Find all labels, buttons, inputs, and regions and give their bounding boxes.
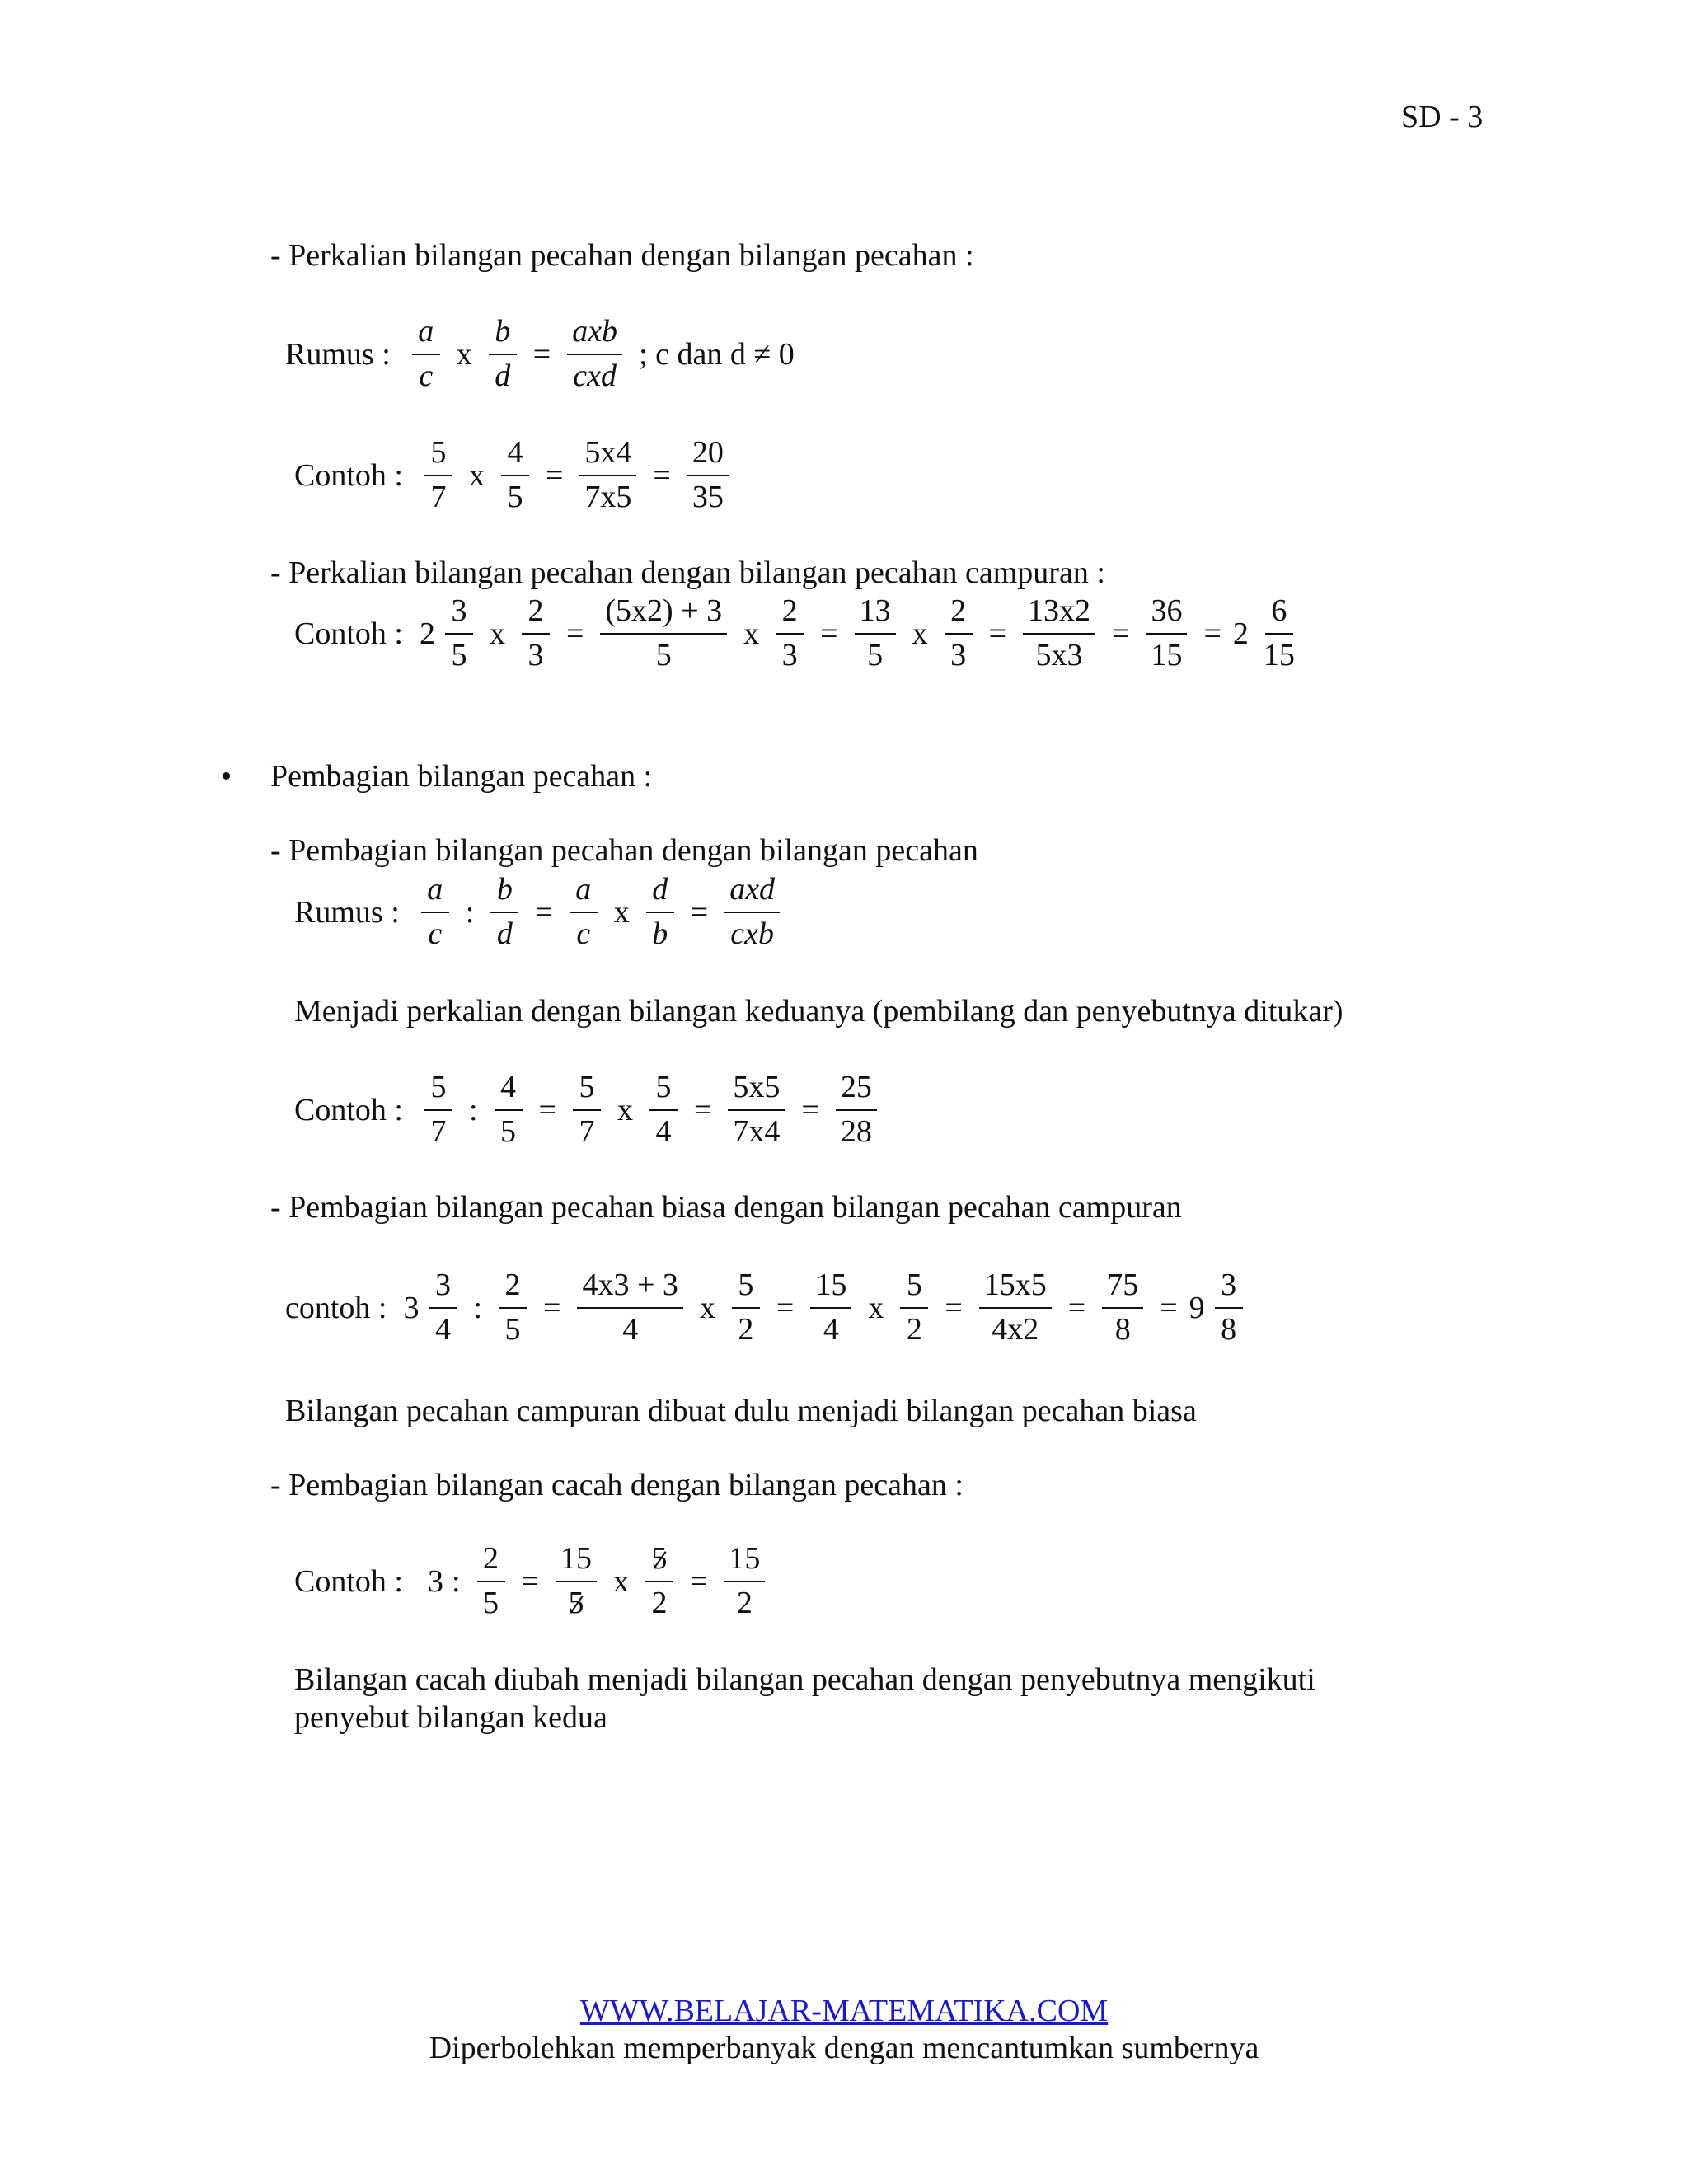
operator: : xyxy=(473,1290,483,1325)
contoh-label: Contoh : xyxy=(294,616,403,651)
fraction: $\frac{2}{5}$ xyxy=(477,1543,505,1620)
whole-number: 9 xyxy=(1189,1290,1205,1325)
fraction: $\frac{3}{4}$ xyxy=(429,1269,457,1347)
fraction: $\frac{5}{7}$ xyxy=(424,1071,452,1149)
equals: = xyxy=(1160,1290,1178,1325)
fraction: $\frac{\text{axb}}{\text{cxd}}$ xyxy=(567,316,622,393)
fraction: $\frac{b}{d}$ xyxy=(490,874,518,951)
footer-website-link[interactable]: WWW.BELAJAR-MATEMATIKA.COM xyxy=(579,1994,1109,2028)
fraction: $\frac{13}{5}$ xyxy=(855,595,896,673)
fraction: $\frac{15}{4}$ xyxy=(810,1269,851,1347)
condition: ; c dan d ≠ 0 xyxy=(639,336,795,372)
operator: : xyxy=(451,1563,461,1599)
footer xyxy=(0,1993,1688,2029)
whole-number: 2 xyxy=(1232,616,1249,651)
fraction: $\frac{6}{15}$ xyxy=(1263,593,1295,673)
cancelled-digit: 5 xyxy=(568,1585,584,1620)
whole-number: 3 xyxy=(427,1563,443,1599)
operator: x xyxy=(613,894,630,930)
equals: = xyxy=(565,616,584,651)
fraction: $\frac{4}{5}$ xyxy=(501,437,529,514)
fraction: $\frac{5}{7}$ xyxy=(573,1071,601,1149)
operator: x xyxy=(612,1563,629,1599)
fraction: $\frac{(5x2) + 3}{5}$ xyxy=(600,595,727,673)
fraction: $\frac{a}{c}$ xyxy=(412,316,440,393)
operator: : xyxy=(465,894,475,930)
fraction: $\frac{2}{3}$ xyxy=(776,595,804,673)
equals: = xyxy=(776,1290,795,1325)
operator: x xyxy=(912,616,928,651)
fraction: $\frac{5}{2}$ xyxy=(732,1269,760,1347)
equals: = xyxy=(532,336,551,372)
fraction: $\frac{3}{8}$ xyxy=(1215,1269,1243,1347)
fraction: $\frac{5}{7}$ xyxy=(424,437,452,514)
equals: = xyxy=(693,1092,712,1127)
rumus-label: Rumus : xyxy=(285,336,391,372)
heading-mult-mixed: - Perkalian bilangan pecahan dengan bilangan pecahan campuran : xyxy=(270,555,1105,590)
equals: = xyxy=(653,457,671,493)
formula-mult-fraction xyxy=(285,316,806,393)
example-div-whole xyxy=(294,1543,770,1620)
footer-note: Diperbolehkan memperbanyak dengan mencantumkan sumbernya xyxy=(429,2031,1259,2065)
equals: = xyxy=(543,1290,561,1325)
fraction: $\frac{25}{28}$ xyxy=(836,1071,877,1149)
example-div-mixed xyxy=(285,1269,1248,1347)
fraction: $\frac{5x5}{7x4}$ xyxy=(728,1071,785,1149)
heading-div-fraction: - Pembagian bilangan pecahan dengan bilangan pecahan xyxy=(270,833,978,868)
fraction: $\frac{75}{8}$ xyxy=(1102,1269,1143,1347)
equals: = xyxy=(535,894,553,930)
equals: = xyxy=(521,1563,539,1599)
whole-number: 3 xyxy=(403,1290,420,1325)
operator: x xyxy=(699,1290,715,1325)
heading-div-whole: - Pembagian bilangan cacah dengan bilangan pecahan : xyxy=(270,1468,964,1502)
whole-number: 2 xyxy=(419,616,435,651)
fraction: $\frac{b}{d}$ xyxy=(489,316,517,393)
fraction: $\frac{20}{35}$ xyxy=(687,437,729,514)
example-mult-fraction xyxy=(294,437,734,514)
fraction: $\frac{\text{axd}}{\text{cxb}}$ xyxy=(724,874,780,951)
equals: = xyxy=(689,1563,708,1599)
fraction: $\frac{36}{15}$ xyxy=(1146,595,1187,673)
note-div-whole-line1: Bilangan cacah diubah menjadi bilangan pecahan dengan penyebutnya mengikuti xyxy=(294,1662,1315,1697)
fraction: $\frac{5}{2}$ xyxy=(645,1543,673,1620)
equals: = xyxy=(801,1092,819,1127)
section-title-division: Pembagian bilangan pecahan : xyxy=(270,759,653,794)
equals: = xyxy=(690,894,709,930)
operator: : xyxy=(468,1092,478,1127)
operator: x xyxy=(868,1290,884,1325)
fraction: $\frac{5x4}{7x5}$ xyxy=(579,437,636,514)
fraction: $\frac{4}{5}$ xyxy=(495,1071,523,1149)
contoh-label: Contoh : xyxy=(294,457,403,493)
fraction: $\frac{15}{2}$ xyxy=(724,1543,765,1620)
contoh-label: contoh : xyxy=(285,1290,387,1325)
equals: = xyxy=(820,616,838,651)
fraction: $\frac{2}{3}$ xyxy=(945,595,973,673)
operator: x xyxy=(489,616,505,651)
operator: x xyxy=(456,336,472,372)
contoh-label: Contoh : xyxy=(294,1092,403,1127)
fraction: $\frac{a}{c}$ xyxy=(421,874,449,951)
heading-mult-fraction: - Perkalian bilangan pecahan dengan bilangan pecahan : xyxy=(270,238,974,273)
equals: = xyxy=(945,1290,963,1325)
equals: = xyxy=(1067,1290,1086,1325)
equals: = xyxy=(538,1092,556,1127)
rumus-label: Rumus : xyxy=(294,894,400,930)
contoh-label: Contoh : xyxy=(294,1563,403,1599)
fraction: $\frac{5}{4}$ xyxy=(649,1071,678,1149)
equals: = xyxy=(1112,616,1130,651)
example-mult-mixed xyxy=(294,595,1305,673)
operator: x xyxy=(468,457,485,493)
operator: x xyxy=(743,616,760,651)
operator: x xyxy=(617,1092,633,1127)
equals: = xyxy=(1203,616,1221,651)
fraction: $\frac{a}{c}$ xyxy=(570,874,598,951)
example-div-fraction xyxy=(294,1071,882,1149)
note-div-mixed: Bilangan pecahan campuran dibuat dulu menjadi bilangan pecahan biasa xyxy=(285,1394,1197,1428)
bullet-icon: • xyxy=(221,759,232,794)
fraction: $\frac{2}{5}$ xyxy=(499,1269,527,1347)
note-div-fraction: Menjadi perkalian dengan bilangan keduanya (pembilang dan penyebutnya ditukar) xyxy=(294,994,1343,1029)
equals: = xyxy=(988,616,1007,651)
note-div-whole-line2: penyebut bilangan kedua xyxy=(294,1700,607,1735)
fraction: $\frac{3}{5}$ xyxy=(445,595,473,673)
fraction: $\frac{15x5}{4x2}$ xyxy=(979,1269,1052,1347)
equals: = xyxy=(545,457,564,493)
page-number: SD - 3 xyxy=(1401,100,1484,134)
formula-div-fraction xyxy=(294,874,785,951)
cancelled-digit: 5 xyxy=(651,1541,668,1576)
heading-div-mixed: - Pembagian bilangan pecahan biasa dengan bilangan pecahan campuran xyxy=(270,1190,1182,1225)
fraction: $\frac{15}{5}$ xyxy=(556,1543,597,1620)
fraction: $\frac{5}{2}$ xyxy=(900,1269,928,1347)
fraction: $\frac{4x3 + 3}{4}$ xyxy=(577,1269,682,1347)
fraction: $\frac{d}{b}$ xyxy=(646,874,674,951)
fraction: $\frac{2}{3}$ xyxy=(522,595,550,673)
fraction: $\frac{13x2}{5x3}$ xyxy=(1023,595,1095,673)
